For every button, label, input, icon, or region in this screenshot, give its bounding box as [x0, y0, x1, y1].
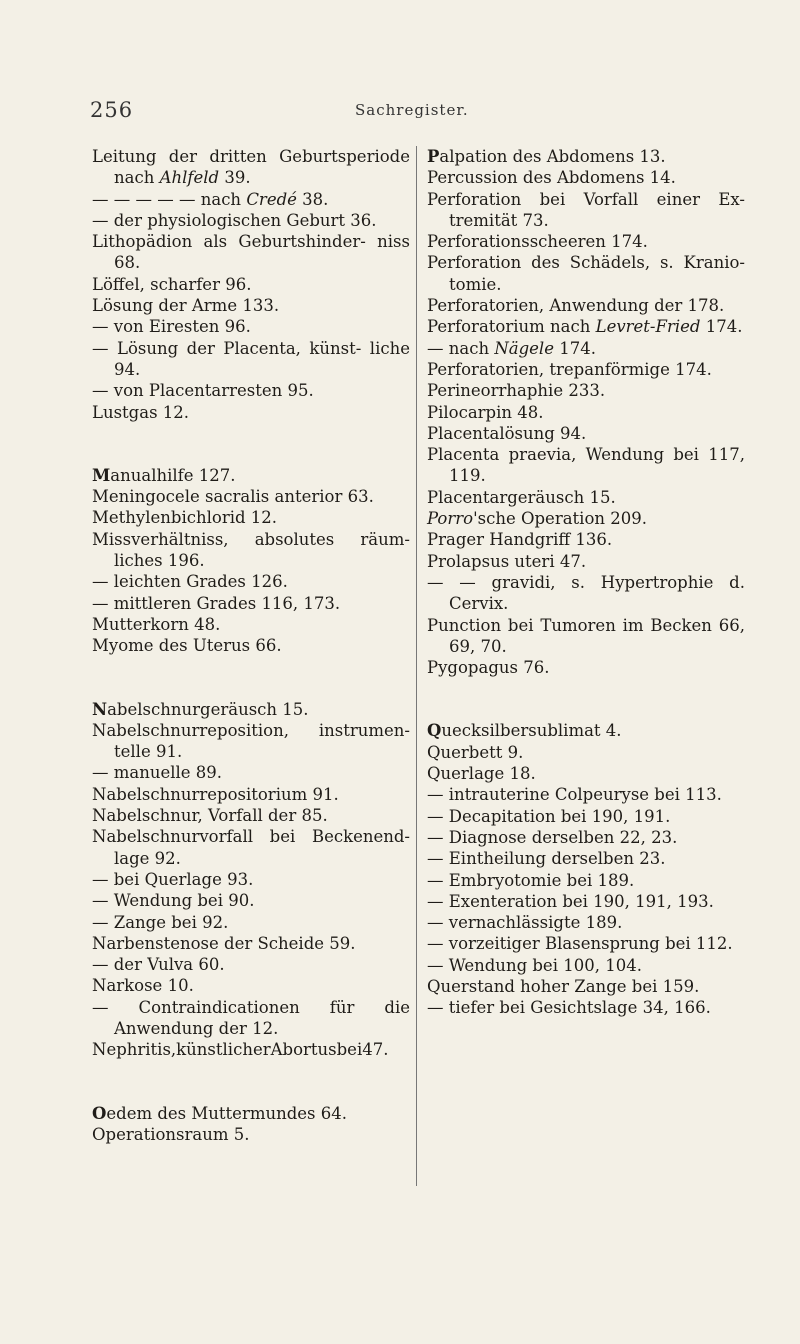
index-entry: Missverhältniss, absolutes räum- liches 196.: [92, 529, 410, 571]
index-entry: Perforatorium nach Levret-Fried 174.: [427, 317, 743, 337]
index-entry: — nach Nägele 174.: [427, 338, 596, 358]
index-entry: — Wendung bei 100, 104.: [427, 955, 642, 975]
index-entry: Pygopagus 76.: [427, 658, 550, 678]
index-entry: Narkose 10.: [92, 976, 194, 996]
index-entry: — von Placentarresten 95.: [92, 381, 314, 401]
group-spacer: [427, 678, 745, 720]
index-entry: Lösung der Arme 133.: [92, 296, 280, 316]
index-entry: Placentalösung 94.: [427, 423, 587, 443]
index-entry: Lustgas 12.: [92, 402, 190, 422]
index-entry: — Lösung der Placenta, künst- liche 94.: [92, 338, 410, 379]
index-entry: Leitung der dritten Geburtsperiode nach Ahlfeld 39.: [92, 147, 410, 188]
index-entry: — der physiologischen Geburt 36.: [92, 210, 377, 230]
index-entry: Myome des Uterus 66.: [92, 636, 282, 656]
index-entry: Lithopädion als Geburtshinder- niss 68.: [92, 232, 410, 273]
index-group-o: [92, 1103, 410, 1146]
index-entry: Meningocele sacralis anterior 63.: [92, 487, 374, 507]
running-title: Sachregister.: [355, 101, 469, 119]
index-entry: Nabelschnurrepositorium 91.: [92, 784, 339, 804]
index-entry: Nabelschnurreposition, instrumen- telle 91.: [92, 720, 410, 762]
index-entry: Placentargeräusch 15.: [427, 487, 616, 507]
index-entry: Perforatorien, trepanförmige 174.: [427, 359, 712, 379]
index-entry: — leichten Grades 126.: [92, 572, 288, 592]
index-entry: Perforation des Schädels, s. Kranio- tomie.: [427, 253, 745, 294]
index-entry: Percussion des Abdomens 14.: [427, 168, 676, 188]
index-entry: — mittleren Grades 116, 173.: [92, 593, 341, 613]
index-entry: Quecksilbersublimat 4.: [427, 721, 622, 741]
index-entry: Porro'sche Operation 209.: [427, 509, 647, 529]
index-entry: Operationsraum 5.: [92, 1124, 250, 1144]
index-entry: Nabelschnurvorfall bei Beckenend- lage 92.: [92, 827, 410, 868]
index-entry: — Diagnose derselben 22, 23.: [427, 827, 678, 847]
index-entry: Perforationsscheeren 174.: [427, 232, 648, 252]
index-entry: — — — — — nach Credé 38.: [92, 189, 329, 209]
index-group-n: [92, 699, 410, 1061]
index-entry: Punction bei Tumoren im Becken 66, 69, 70.: [427, 615, 745, 656]
index-group-l: [92, 146, 410, 423]
index-entry: Pilocarpin 48.: [427, 402, 544, 422]
index-entry: — manuelle 89.: [92, 763, 223, 783]
index-entry: — von Eiresten 96.: [92, 317, 251, 337]
index-entry: — Eintheilung derselben 23.: [427, 849, 666, 869]
index-entry: — Wendung bei 90.: [92, 891, 255, 911]
index-entry: Querbett 9.: [427, 742, 524, 762]
index-entry: Querstand hoher Zange bei 159.: [427, 976, 700, 996]
index-entry: — vernachlässigte 189.: [427, 913, 623, 933]
group-spacer: [92, 423, 410, 465]
index-entry: Placenta praevia, Wendung bei 117, 119.: [427, 445, 745, 486]
index-entry: — Embryotomie bei 189.: [427, 870, 635, 890]
index-entry: — bei Querlage 93.: [92, 869, 254, 889]
group-spacer: [92, 1061, 410, 1103]
index-entry: — — gravidi, s. Hypertrophie d. Cervix.: [427, 572, 745, 614]
index-entry: — Zange bei 92.: [92, 912, 229, 932]
group-spacer: [92, 657, 410, 699]
index-entry: Prolapsus uteri 47.: [427, 551, 587, 571]
index-entry: Perforation bei Vorfall einer Ex- tremität 73.: [427, 189, 745, 230]
index-entry: Nephritis,künstlicherAbortusbei47.: [92, 1040, 389, 1060]
index-entry: Prager Handgriff 136.: [427, 530, 613, 550]
index-column-left: [92, 146, 410, 1145]
index-entry: Palpation des Abdomens 13.: [427, 147, 666, 166]
index-group-q: [427, 720, 745, 1018]
index-entry: — intrauterine Colpeuryse bei 113.: [427, 785, 722, 805]
index-entry: — Exenteration bei 190, 191, 193.: [427, 891, 714, 911]
index-group-p: [427, 146, 745, 678]
index-entry: Narbenstenose der Scheide 59.: [92, 933, 356, 953]
index-entry: — vorzeitiger Blasensprung bei 112.: [427, 934, 733, 954]
page-header: [0, 98, 800, 128]
column-divider: [416, 146, 417, 1186]
index-entry: — tiefer bei Gesichtslage 34, 166.: [427, 998, 711, 1018]
index-entry: Mutterkorn 48.: [92, 614, 221, 634]
index-entry: — Contraindicationen für die Anwendung der 12.: [92, 997, 410, 1038]
index-entry: Perforatorien, Anwendung der 178.: [427, 296, 725, 316]
index-entry: — Decapitation bei 190, 191.: [427, 806, 671, 826]
index-entry: Manualhilfe 127.: [92, 465, 236, 485]
index-entry: Nabelschnur, Vorfall der 85.: [92, 806, 328, 826]
index-entry: Oedem des Muttermundes 64.: [92, 1103, 348, 1123]
index-entry: Methylenbichlorid 12.: [92, 508, 278, 528]
index-entry: — der Vulva 60.: [92, 955, 225, 975]
index-column-right: [427, 146, 745, 1019]
index-entry: Nabelschnurgeräusch 15.: [92, 699, 309, 719]
index-entry: Querlage 18.: [427, 764, 536, 784]
index-entry: Löffel, scharfer 96.: [92, 274, 252, 294]
index-entry: Perineorrhaphie 233.: [427, 381, 606, 401]
index-group-m: [92, 465, 410, 657]
page-number: 256: [90, 98, 134, 122]
